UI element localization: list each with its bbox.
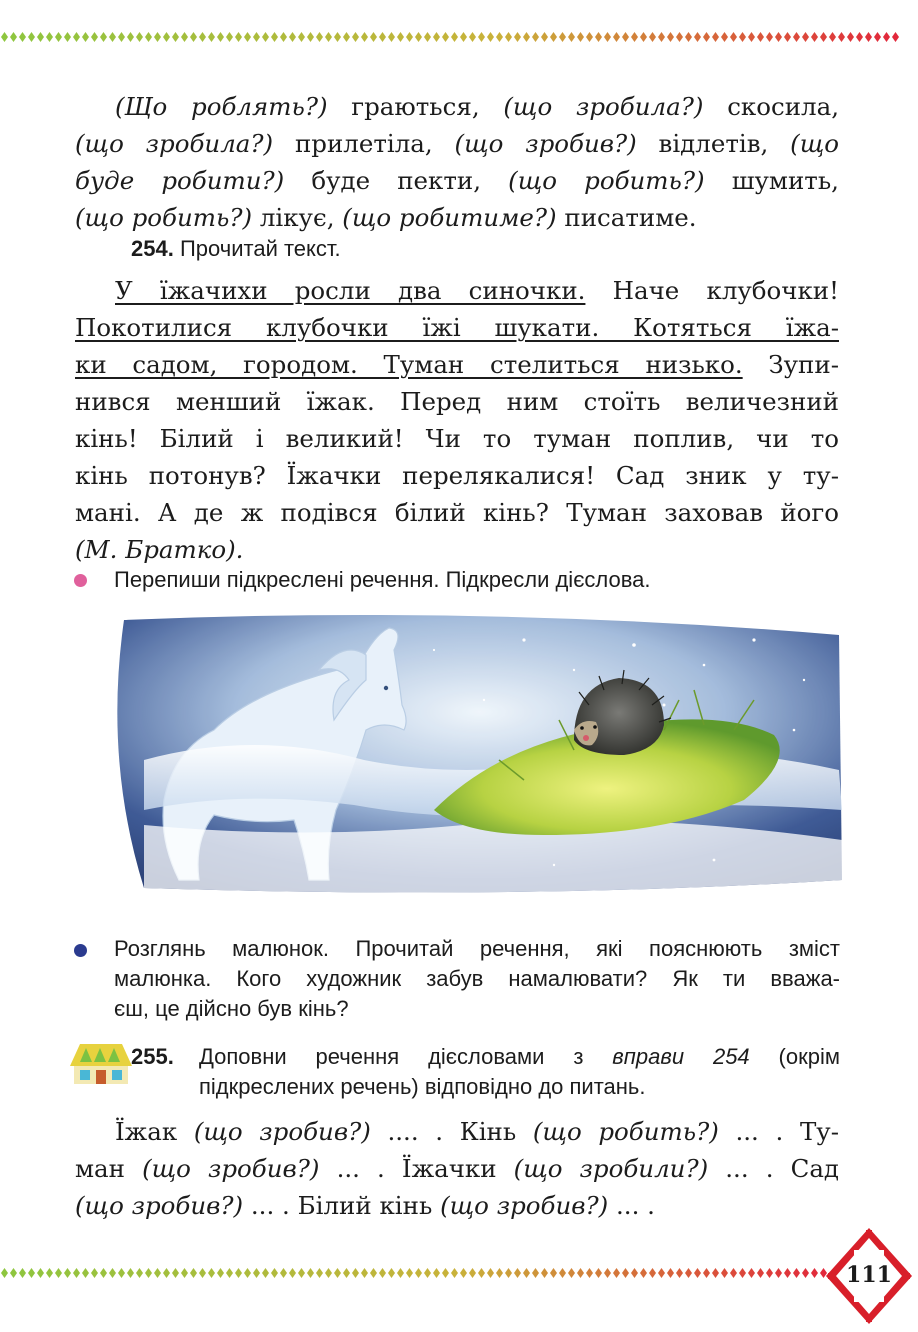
question-italic: (що робитиме?) (342, 203, 557, 232)
instruction-segment: Доповни речення дієсловами з (199, 1044, 613, 1069)
sentence-text: ман (75, 1154, 143, 1183)
question-italic: (що (790, 129, 839, 158)
house-icon (66, 1040, 136, 1086)
sentence-text: ... . Білий кінь (243, 1191, 441, 1220)
instruction-line (199, 1042, 840, 1072)
verb-questions-paragraph (75, 88, 839, 236)
exercise-instruction (199, 1042, 840, 1102)
fill-line (75, 1187, 839, 1224)
question-italic: (що робить?) (508, 166, 705, 195)
fill-in-sentences (75, 1113, 839, 1224)
question-italic: (що робить?) (75, 203, 253, 232)
page-number: 111 (846, 1262, 892, 1288)
story-author: (М. Братко). (75, 535, 244, 564)
top-ornament-border (0, 30, 900, 44)
underlined-sentence: Покотилися клубочки їжі шукати. Котяться їжа- (75, 313, 839, 342)
underlined-sentence: ки садом, городом. Туман стелиться низько. (75, 350, 743, 379)
task-line: малюнка. Кого художник забув намалювати? Як ти вважа- (114, 966, 840, 991)
exercise-254-heading (131, 236, 341, 262)
task-line: Розглянь малюнок. Прочитай речення, які пояснюють зміст (114, 936, 840, 961)
question-italic: (що зробив?) (440, 1191, 609, 1220)
exercise-instruction: Прочитай текст. (179, 236, 341, 261)
task-rewrite-text: Перепиши підкреслені речення. Підкресли дієслова. (114, 567, 651, 592)
story-line (75, 272, 839, 309)
verb-text: лікує, (252, 203, 343, 232)
story-line: нився менший їжак. Перед ним стоїть величезний (75, 387, 839, 416)
verb-text: буде пекти, (284, 166, 509, 195)
sentence-text: ... . Їжачки (319, 1154, 514, 1183)
verb-text: відлетів, (636, 129, 791, 158)
task-rewrite (74, 565, 854, 595)
question-italic: (що робить?) (532, 1117, 719, 1146)
story-line: мані. А де ж подівся білий кінь? Туман заховав його (75, 498, 839, 527)
task-look-at-picture (74, 934, 854, 1026)
sentence-text: ... . (608, 1191, 655, 1220)
question-italic: (що зробив?) (75, 1191, 244, 1220)
question-italic: (що зробив?) (142, 1154, 320, 1183)
underlined-sentence: У їжачихи росли два синочки. (115, 276, 586, 305)
story-line (75, 346, 839, 383)
horse-hedgehog-illustration (104, 610, 844, 895)
sentence-text: ... . Сад (708, 1154, 840, 1183)
story-line: кінь! Білий і великий! Чи то туман поплив, чи то (75, 424, 839, 453)
instruction-reference: вправи 254 (612, 1044, 750, 1069)
task-line: єш, це дійсно був кінь? (114, 996, 349, 1021)
bottom-ornament-border (0, 1266, 830, 1280)
fill-line (75, 1113, 839, 1150)
paragraph-line (75, 199, 839, 236)
question-italic: (що зробила?) (75, 129, 274, 158)
exercise-number: 254. (131, 236, 174, 261)
verb-text: скосила, (703, 92, 839, 121)
sentence-text: ... . Ту- (718, 1117, 839, 1146)
paragraph-line (75, 162, 839, 199)
story-text-segment: Зупи- (742, 350, 839, 379)
verb-text: писатиме. (556, 203, 697, 232)
verb-text: шумить, (704, 166, 839, 195)
verb-text: граються, (327, 92, 504, 121)
story-text-segment: Наче клубочки! (585, 276, 839, 305)
verb-text: прилетіла, (273, 129, 455, 158)
sentence-text: Їжак (115, 1117, 194, 1146)
exercise-number: 255. (131, 1044, 174, 1069)
instruction-segment: (окрім (749, 1044, 840, 1069)
blue-bullet-icon (74, 944, 87, 957)
story-text (75, 272, 839, 568)
fill-line (75, 1150, 839, 1187)
task-look-text (114, 934, 840, 1024)
paragraph-line (75, 88, 839, 125)
instruction-line: підкреслених речень) відповідно до питань. (199, 1074, 646, 1099)
question-italic: буде робити?) (75, 166, 285, 195)
story-line (75, 309, 839, 346)
paragraph-line (75, 125, 839, 162)
question-italic: (Що роблять?) (115, 92, 328, 121)
story-line: кінь потонув? Їжачки перелякалися! Сад зник у ту- (75, 461, 839, 490)
question-italic: (що зробили?) (513, 1154, 709, 1183)
question-italic: (що зробив?) (454, 129, 637, 158)
sentence-text: .... . Кінь (370, 1117, 533, 1146)
question-italic: (що зробила?) (503, 92, 704, 121)
question-italic: (що зробив?) (193, 1117, 371, 1146)
pink-bullet-icon (74, 574, 87, 587)
